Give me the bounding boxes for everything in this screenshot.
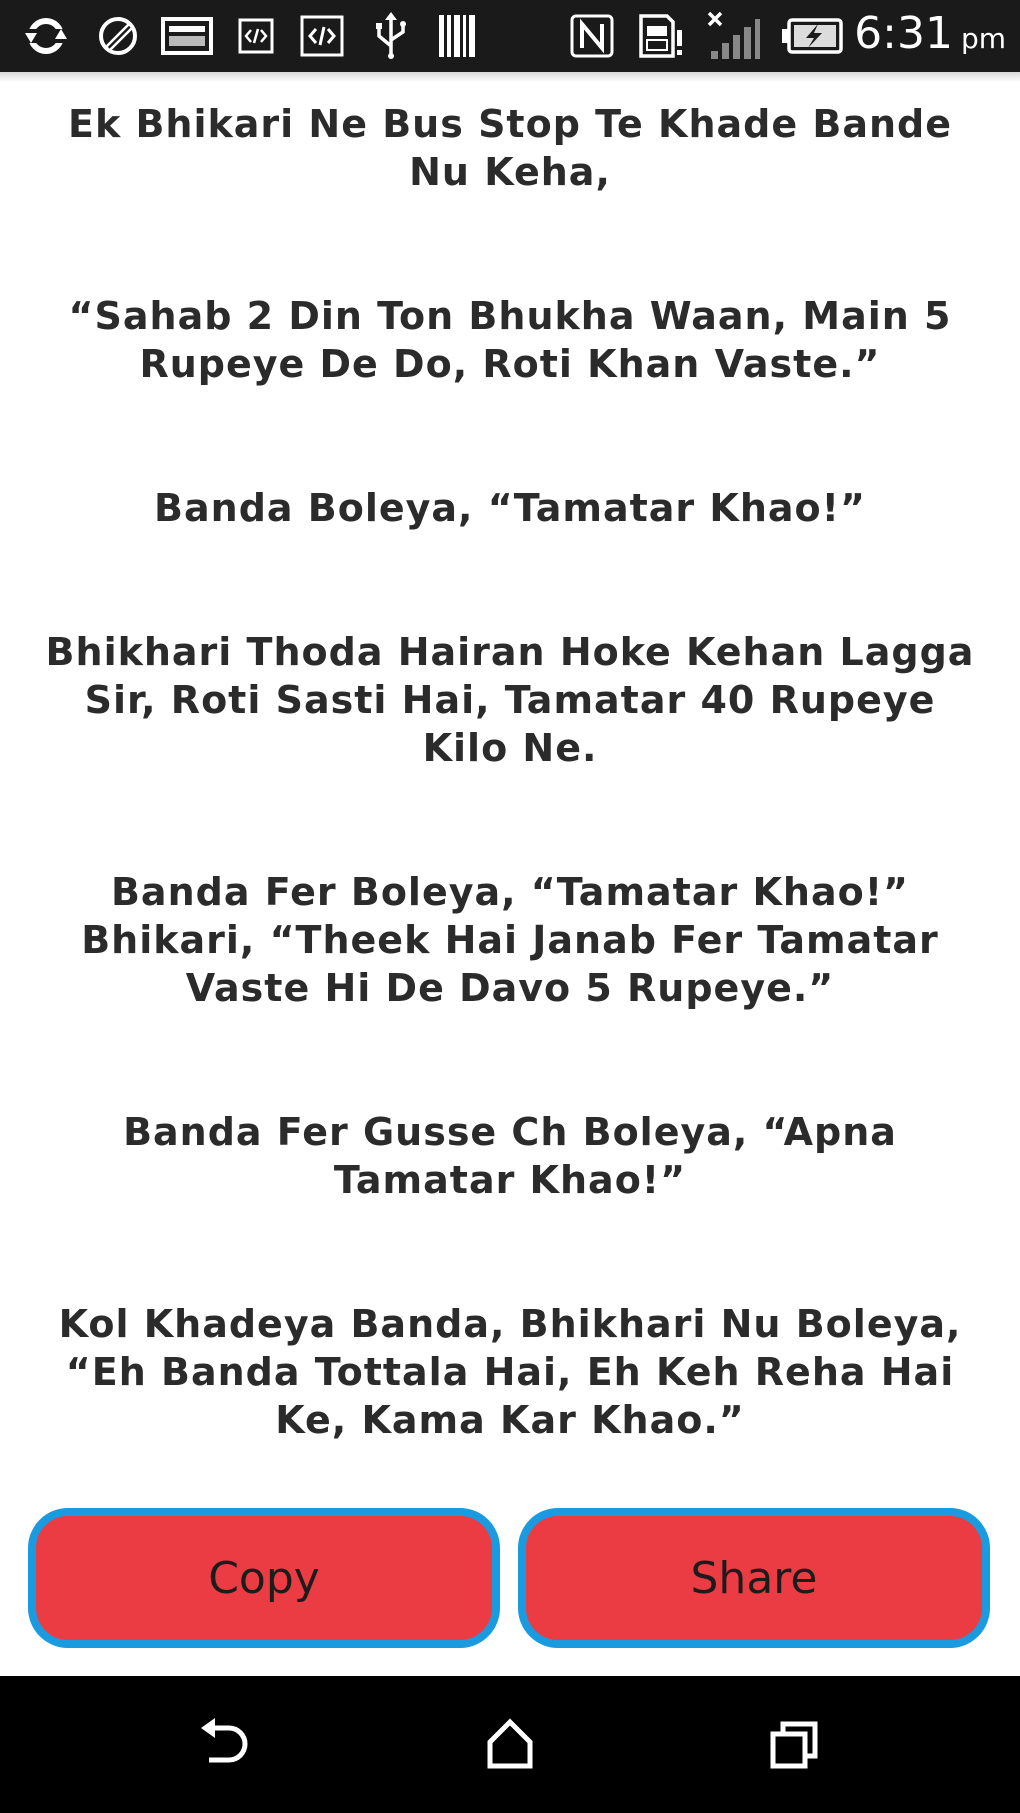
clock-time: 6:31 [854, 8, 953, 59]
joke-paragraph: Kol Khadeya Banda, Bhikhari Nu Boleya, “Eh Banda Tottala Hai, Eh Keh Reha Hai Ke, Kama Kar Khao.” [58, 1302, 962, 1442]
joke-paragraph: Banda Fer Gusse Ch Boleya, “Apna Tamatar Khao!” [123, 1110, 897, 1202]
back-icon [195, 1716, 255, 1776]
joke-text [40, 100, 980, 1490]
code-icon [298, 12, 346, 60]
share-button-label: Share [690, 1552, 818, 1604]
nfc-icon [568, 12, 616, 60]
barcode-icon [436, 12, 480, 60]
copy-button-label: Copy [208, 1552, 320, 1604]
joke-paragraph: Bhikhari Thoda Hairan Hoke Kehan Lagga Sir, Roti Sasti Hai, Tamatar 40 Rupeye Kilo Ne. [45, 630, 975, 770]
clock-ampm: pm [960, 22, 1006, 55]
joke-paragraph: “Sahab 2 Din Ton Bhukha Waan, Main 5 Rupeye De Do, Roti Khan Vaste.” [68, 294, 952, 386]
battery-charging-icon [780, 12, 844, 60]
status-bar [0, 0, 1020, 72]
sync-icon [22, 12, 70, 60]
usb-icon [368, 12, 414, 60]
recent-apps-button[interactable] [750, 1706, 840, 1786]
cricket-ball-icon [96, 12, 140, 60]
back-button[interactable] [180, 1706, 270, 1786]
joke-paragraph: Banda Boleya, “Tamatar Khao!” [154, 486, 866, 530]
status-bar-shadow [0, 72, 1020, 82]
code-icon [236, 12, 276, 60]
joke-paragraph: Banda Fer Boleya, “Tamatar Khao!” Bhikari, “Theek Hai Janab Fer Tamatar Vaste Hi De Davo 5 Rupeye.” [81, 870, 939, 1010]
share-button[interactable] [518, 1508, 990, 1648]
clock [854, 8, 1006, 64]
image-icon [160, 12, 214, 60]
home-icon [482, 1716, 538, 1776]
navigation-bar [0, 1676, 1020, 1813]
copy-button[interactable] [28, 1508, 500, 1648]
joke-paragraph: Ek Bhikari Ne Bus Stop Te Khade Bande Nu Keha, [67, 102, 952, 194]
home-button[interactable] [465, 1706, 555, 1786]
signal-off-icon [706, 12, 762, 60]
sd-card-alert-icon [636, 12, 686, 60]
recent-apps-icon [767, 1716, 823, 1776]
